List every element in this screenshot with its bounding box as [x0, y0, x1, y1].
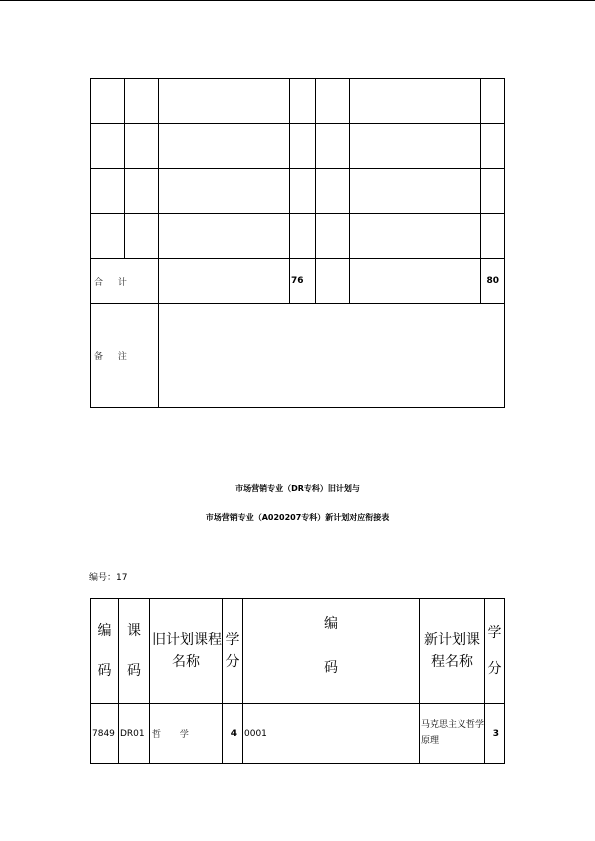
table-row	[91, 124, 505, 169]
cell-old-course-name: 哲 学	[150, 704, 223, 764]
header-old-credit: 学 分	[223, 599, 243, 704]
table-row	[91, 704, 505, 764]
heading-line-2: 市场营销专业（A020207专科）新计划对应衔接表	[205, 513, 390, 522]
remark-row	[91, 304, 505, 408]
header-row	[91, 599, 505, 704]
table-row	[91, 169, 505, 214]
header-new-credit: 学 分	[485, 599, 505, 704]
total-label: 合 计	[91, 259, 159, 304]
cell-old-credit: 4	[223, 704, 243, 764]
total-row	[91, 259, 505, 304]
page-top-border	[0, 0, 595, 1]
remark-label: 备 注	[91, 304, 159, 408]
cell-code: 7849	[91, 704, 119, 764]
document-number: 编号：17	[89, 573, 128, 583]
header-code: 编 码	[91, 599, 119, 704]
header-course-code: 课 码	[119, 599, 150, 704]
cell-new-credit: 3	[485, 704, 505, 764]
cell-new-course-name: 马克思主义哲学原理	[420, 704, 485, 764]
heading-line-1: 市场营销专业（DR专科）旧计划与	[235, 484, 360, 493]
course-table-continued	[90, 78, 505, 408]
course-mapping-table	[90, 598, 505, 764]
header-new-code: 编 码	[243, 599, 420, 704]
remark-content	[159, 304, 505, 408]
header-new-course-name: 新计划课 程名称	[420, 599, 485, 704]
cell-course-code: DR01	[119, 704, 150, 764]
total-new-credits: 80	[481, 259, 505, 304]
header-old-course-name: 旧计划课程 名称	[150, 599, 223, 704]
total-old-credits: 76	[290, 259, 316, 304]
table-row	[91, 79, 505, 124]
cell-new-code: 0001	[243, 704, 420, 764]
table-row	[91, 214, 505, 259]
